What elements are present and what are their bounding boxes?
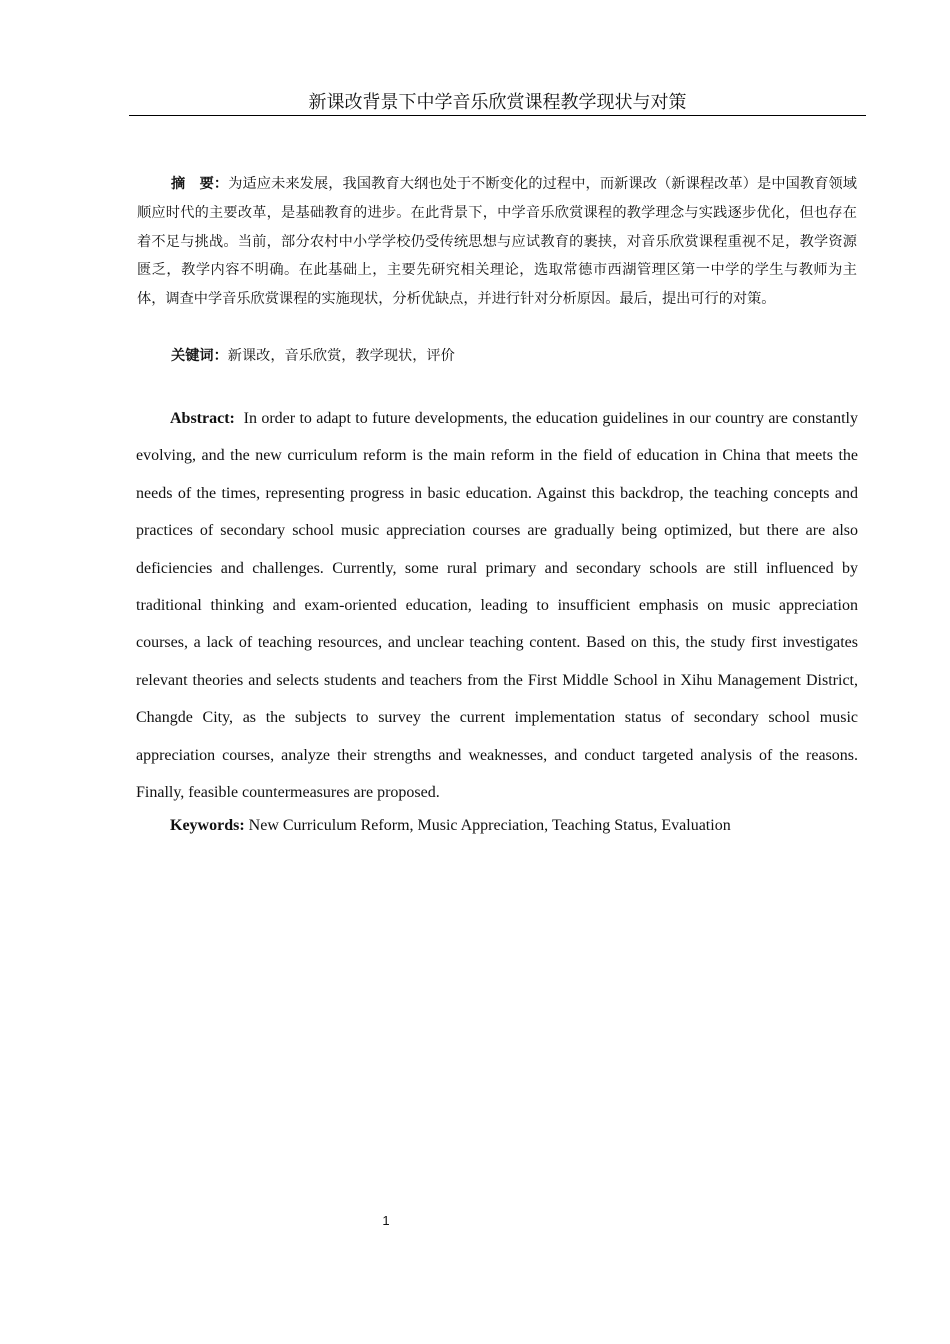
chinese-keywords bbox=[137, 342, 857, 371]
chinese-abstract-label: 摘 要： bbox=[171, 176, 229, 192]
english-abstract bbox=[136, 400, 858, 811]
chinese-keywords-label: 关键词： bbox=[171, 348, 228, 364]
header-title: 新课改背景下中学音乐欣赏课程教学现状与对策 bbox=[308, 92, 687, 113]
chinese-keywords-text: 新课改，音乐欣赏，教学现状，评价 bbox=[227, 348, 455, 364]
english-keywords-label: Keywords: bbox=[170, 817, 245, 834]
chinese-abstract-text: 为适应未来发展，我国教育大纲也处于不断变化的过程中，而新课改（新课程改革）是中国教育领域顺应时代的主要改革，是基础教育的进步。在此背景下，中学音乐欣赏课程的教学理念与实践逐步优化，但也存在着不足与挑战。当前，部分农村中小学学校仍受传统思想与应试教育的裹挟，对音乐欣赏课程重视不足，教学资源匮乏，教学内容不明确。在此基础上，主要先研究相关理论，选取常德市西湖管理区第一中学的学生与教师为主体，调查中学音乐欣赏课程的实施现状，分析优缺点，并进行针对分析原因。最后，提出可行的对策。 bbox=[137, 176, 857, 308]
english-keywords bbox=[136, 812, 858, 840]
page-header bbox=[129, 93, 866, 116]
page-number: 1 bbox=[382, 1213, 390, 1228]
chinese-abstract bbox=[137, 170, 857, 314]
english-abstract-label: Abstract: bbox=[170, 410, 235, 427]
english-keywords-text: New Curriculum Reform, Music Appreciation, Teaching Status, Evaluation bbox=[248, 817, 731, 834]
english-abstract-text: In order to adapt to future developments, the education guidelines in our country are constantly evolving, and the new curriculum reform is the main reform in the field of education in China that meets the needs of the times, representing progress in basic education. Against this backdrop, the teaching concepts and practices of secondary school music appreciation courses are gradually being optimized, but there are also deficiencies and challenges. Currently, some rural primary and secondary schools are still influenced by traditional thinking and exam-oriented education, leading to insufficient emphasis on music appreciation courses, a lack of teaching resources, and unclear teaching content. Based on this, the study first investigates relevant theories and selects students and teachers from the First Middle School in Xihu Management District, Changde City, as the subjects to survey the current implementation status of secondary school music appreciation courses, analyze their strengths and weaknesses, and conduct targeted analysis of the reasons. Finally, feasible countermeasures are proposed. bbox=[136, 410, 858, 802]
